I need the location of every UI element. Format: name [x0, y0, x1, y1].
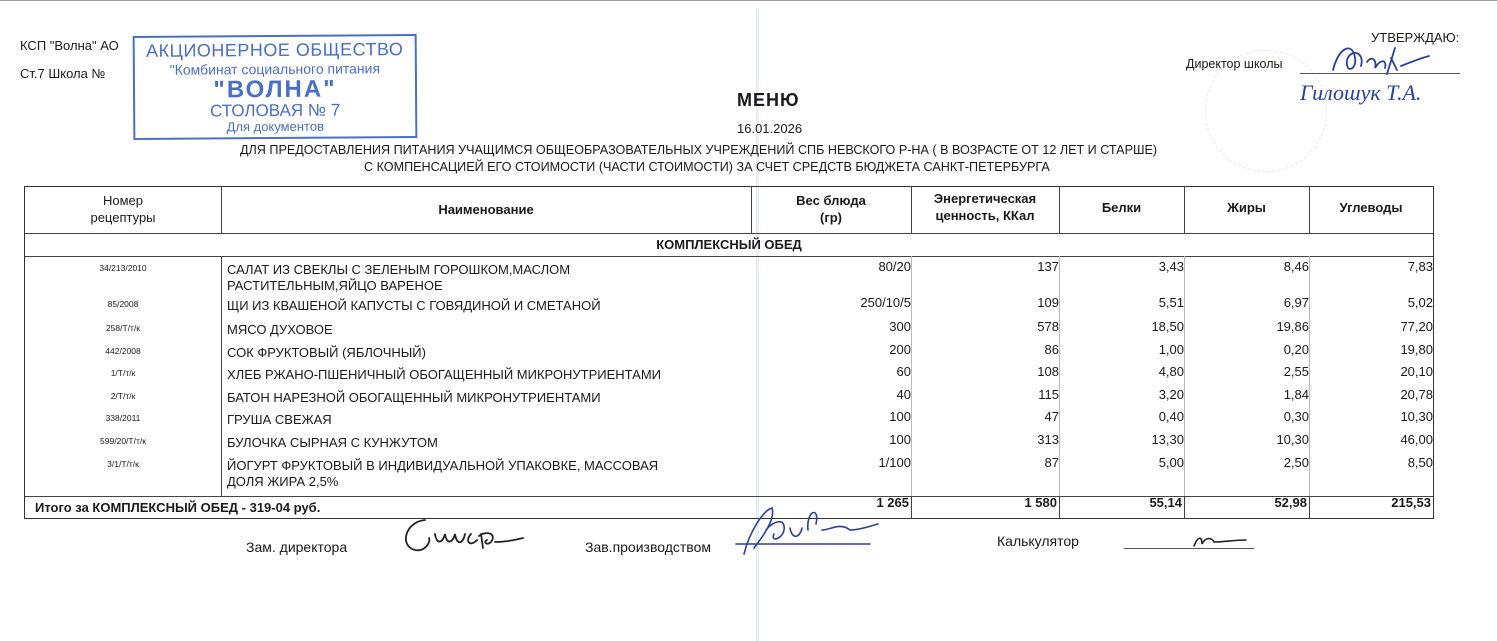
total-fat: 52,98 — [1274, 495, 1307, 510]
dish-energy: 87 — [1044, 455, 1059, 470]
dish-name: СОК ФРУКТОВЫЙ (ЯБЛОЧНЫЙ) — [227, 345, 426, 360]
dish-energy: 86 — [1044, 342, 1059, 357]
dish-carbs: 19,80 — [1400, 342, 1433, 357]
menu-table — [24, 186, 1434, 519]
deputy-signature — [395, 512, 525, 562]
stamp-line-5: Для документов — [226, 118, 324, 135]
top-border — [0, 0, 1497, 1]
dish-energy: 108 — [1037, 364, 1059, 379]
dish-protein: 3,43 — [1158, 259, 1184, 274]
page-title: МЕНЮ — [737, 90, 800, 110]
grid-line — [1059, 256, 1060, 496]
dish-energy: 578 — [1037, 319, 1059, 334]
stamp-line-3: "ВОЛНА" — [213, 75, 337, 104]
dish-name: САЛАТ ИЗ СВЕКЛЫ С ЗЕЛЕНЫМ ГОРОШКОМ,МАСЛОМ РАСТИТЕЛЬНЫМ,ЯЙЦО ВАРЕНОЕ — [227, 262, 571, 293]
dish-carbs: 20,78 — [1400, 387, 1433, 402]
recipe-code: 442/2008 — [105, 346, 141, 356]
grid-line — [1184, 496, 1185, 518]
calculator-label: Калькулятор — [997, 533, 1079, 549]
dish-fat: 0,20 — [1283, 342, 1309, 357]
dish-name: БАТОН НАРЕЗНОЙ ОБОГАЩЕННЫЙ МИКРОНУТРИЕНТАМИ — [227, 390, 601, 405]
dish-name: ЙОГУРТ ФРУКТОВЫЙ В ИНДИВИДУАЛЬНОЙ УПАКОВКЕ, МАССОВАЯ ДОЛЯ ЖИРА 2,5% — [227, 458, 659, 489]
grid-line — [1309, 256, 1310, 496]
dish-fat: 8,46 — [1283, 259, 1309, 274]
header-name: Наименование — [438, 202, 534, 217]
dish-weight: 100 — [889, 432, 911, 447]
section-title: КОМПЛЕКСНЫЙ ОБЕД — [656, 237, 802, 252]
director-name-handwritten: Гилошук Т.А. — [1300, 80, 1422, 105]
calculator-signature — [1190, 530, 1250, 555]
dish-protein: 18,50 — [1151, 319, 1184, 334]
dish-protein: 3,20 — [1158, 387, 1184, 402]
dish-energy: 313 — [1037, 432, 1059, 447]
header-weight: Вес блюда (гр) — [796, 193, 866, 225]
dish-energy: 47 — [1044, 409, 1059, 424]
grid-line — [221, 256, 222, 496]
dish-carbs: 7,83 — [1407, 259, 1433, 274]
grid-line — [25, 256, 1433, 257]
dish-fat: 10,30 — [1276, 432, 1309, 447]
dish-carbs: 77,20 — [1400, 319, 1433, 334]
dish-energy: 137 — [1037, 259, 1059, 274]
recipe-code: 2/Т/т/к — [110, 391, 136, 401]
dish-name: ХЛЕБ РЖАНО-ПШЕНИЧНЫЙ ОБОГАЩЕННЫЙ МИКРОНУТРИЕНТАМИ — [227, 367, 662, 382]
recipe-code: 3/1/Т/т/к — [107, 459, 139, 469]
dish-weight: 80/20 — [878, 259, 911, 274]
dish-fat: 0,30 — [1283, 409, 1309, 424]
header-recipe: Номер рецептуры — [90, 193, 156, 225]
dish-carbs: 10,30 — [1400, 409, 1433, 424]
production-manager-label: Зав.производством — [585, 539, 711, 555]
dish-energy: 109 — [1037, 295, 1059, 310]
deputy-director-label: Зам. директора — [246, 539, 348, 555]
dish-protein: 5,00 — [1158, 455, 1184, 470]
dish-weight: 300 — [889, 319, 911, 334]
dish-carbs: 46,00 — [1400, 432, 1433, 447]
dish-protein: 5,51 — [1158, 295, 1184, 310]
dish-fat: 2,55 — [1283, 364, 1309, 379]
dish-carbs: 20,10 — [1400, 364, 1433, 379]
dish-name: БУЛОЧКА СЫРНАЯ С КУНЖУТОМ — [227, 435, 438, 450]
grid-line — [25, 233, 1433, 234]
dish-fat: 2,50 — [1283, 455, 1309, 470]
recipe-code: 85/2008 — [107, 299, 139, 309]
org-name: КСП "Волна" АО — [20, 38, 119, 53]
dish-weight: 250/10/5 — [860, 295, 911, 310]
total-protein: 55,14 — [1149, 495, 1182, 510]
grid-line — [1309, 496, 1310, 518]
dish-name: ЩИ ИЗ КВАШЕНОЙ КАПУСТЫ С ГОВЯДИНОЙ И СМЕТАНОЙ — [227, 298, 601, 313]
recipe-code: 599/20/Т/т/к — [100, 436, 146, 446]
dish-protein: 13,30 — [1151, 432, 1184, 447]
dish-carbs: 8,50 — [1407, 455, 1433, 470]
dish-weight: 200 — [889, 342, 911, 357]
stamp-line-1: АКЦИОНЕРНОЕ ОБЩЕСТВО — [146, 39, 404, 61]
grid-line — [1059, 496, 1060, 518]
grid-line — [911, 256, 912, 496]
director-signature — [1325, 40, 1435, 85]
total-carbs: 215,53 — [1391, 495, 1431, 510]
director-label: Директор школы — [1186, 57, 1283, 71]
production-signature — [730, 500, 880, 565]
dish-fat: 19,86 — [1276, 319, 1309, 334]
recipe-code: 1/Т/т/к — [110, 368, 136, 378]
school-number: Ст.7 Школа № — [20, 66, 106, 81]
dish-energy: 115 — [1038, 387, 1059, 402]
grid-line — [911, 496, 912, 518]
dish-name: ГРУША СВЕЖАЯ — [227, 412, 332, 427]
recipe-code: 34/213/2010 — [99, 263, 147, 273]
stamp-line-4: СТОЛОВАЯ № 7 — [209, 100, 341, 121]
dish-protein: 4,80 — [1158, 364, 1184, 379]
recipe-code: 258/Т/т/к — [105, 323, 141, 333]
header-fat: Жиры — [1227, 200, 1266, 215]
menu-date: 16.01.2026 — [737, 121, 803, 136]
dish-protein: 1,00 — [1158, 342, 1184, 357]
total-energy: 1 580 — [1024, 495, 1057, 510]
dish-fat: 1,84 — [1283, 387, 1309, 402]
dish-fat: 6,97 — [1283, 295, 1309, 310]
grid-line — [1184, 256, 1185, 496]
dish-weight: 100 — [889, 409, 911, 424]
header-protein: Белки — [1101, 200, 1142, 215]
recipe-code: 338/2011 — [105, 413, 141, 423]
organization-stamp — [133, 34, 418, 140]
description-line-1: ДЛЯ ПРЕДОСТАВЛЕНИЯ ПИТАНИЯ УЧАЩИМСЯ ОБЩЕОБРАЗОВАТЕЛЬНЫХ УЧРЕЖДЕНИЙ СПБ НЕВСКОГО Р-НА ( В ВОЗРАСТЕ ОТ 12 ЛЕТ И СТАРШЕ) — [240, 143, 1158, 157]
dish-carbs: 5,02 — [1407, 295, 1433, 310]
description-line-2: С КОМПЕНСАЦИЕЙ ЕГО СТОИМОСТИ (ЧАСТИ СТОИМОСТИ) ЗА СЧЕТ СРЕДСТВ БЮДЖЕТА САНКТ-ПЕТЕРБУРГА — [364, 160, 1050, 174]
dish-weight: 1/100 — [878, 455, 911, 470]
header-energy: Энергетическая ценность, ККал — [933, 191, 1037, 223]
total-weight: 1 265 — [876, 495, 909, 510]
dish-name: МЯСО ДУХОВОЕ — [227, 322, 333, 337]
dish-weight: 60 — [896, 364, 911, 379]
header-carbs: Углеводы — [1339, 200, 1403, 215]
total-label: Итого за КОМПЛЕКСНЫЙ ОБЕД - 319-04 руб. — [35, 500, 321, 515]
stamp-line-2: "Комбинат социального питания — [169, 60, 381, 78]
dish-protein: 0,40 — [1158, 409, 1184, 424]
dish-weight: 40 — [896, 387, 911, 402]
approve-label: УТВЕРЖДАЮ: — [1371, 30, 1460, 45]
